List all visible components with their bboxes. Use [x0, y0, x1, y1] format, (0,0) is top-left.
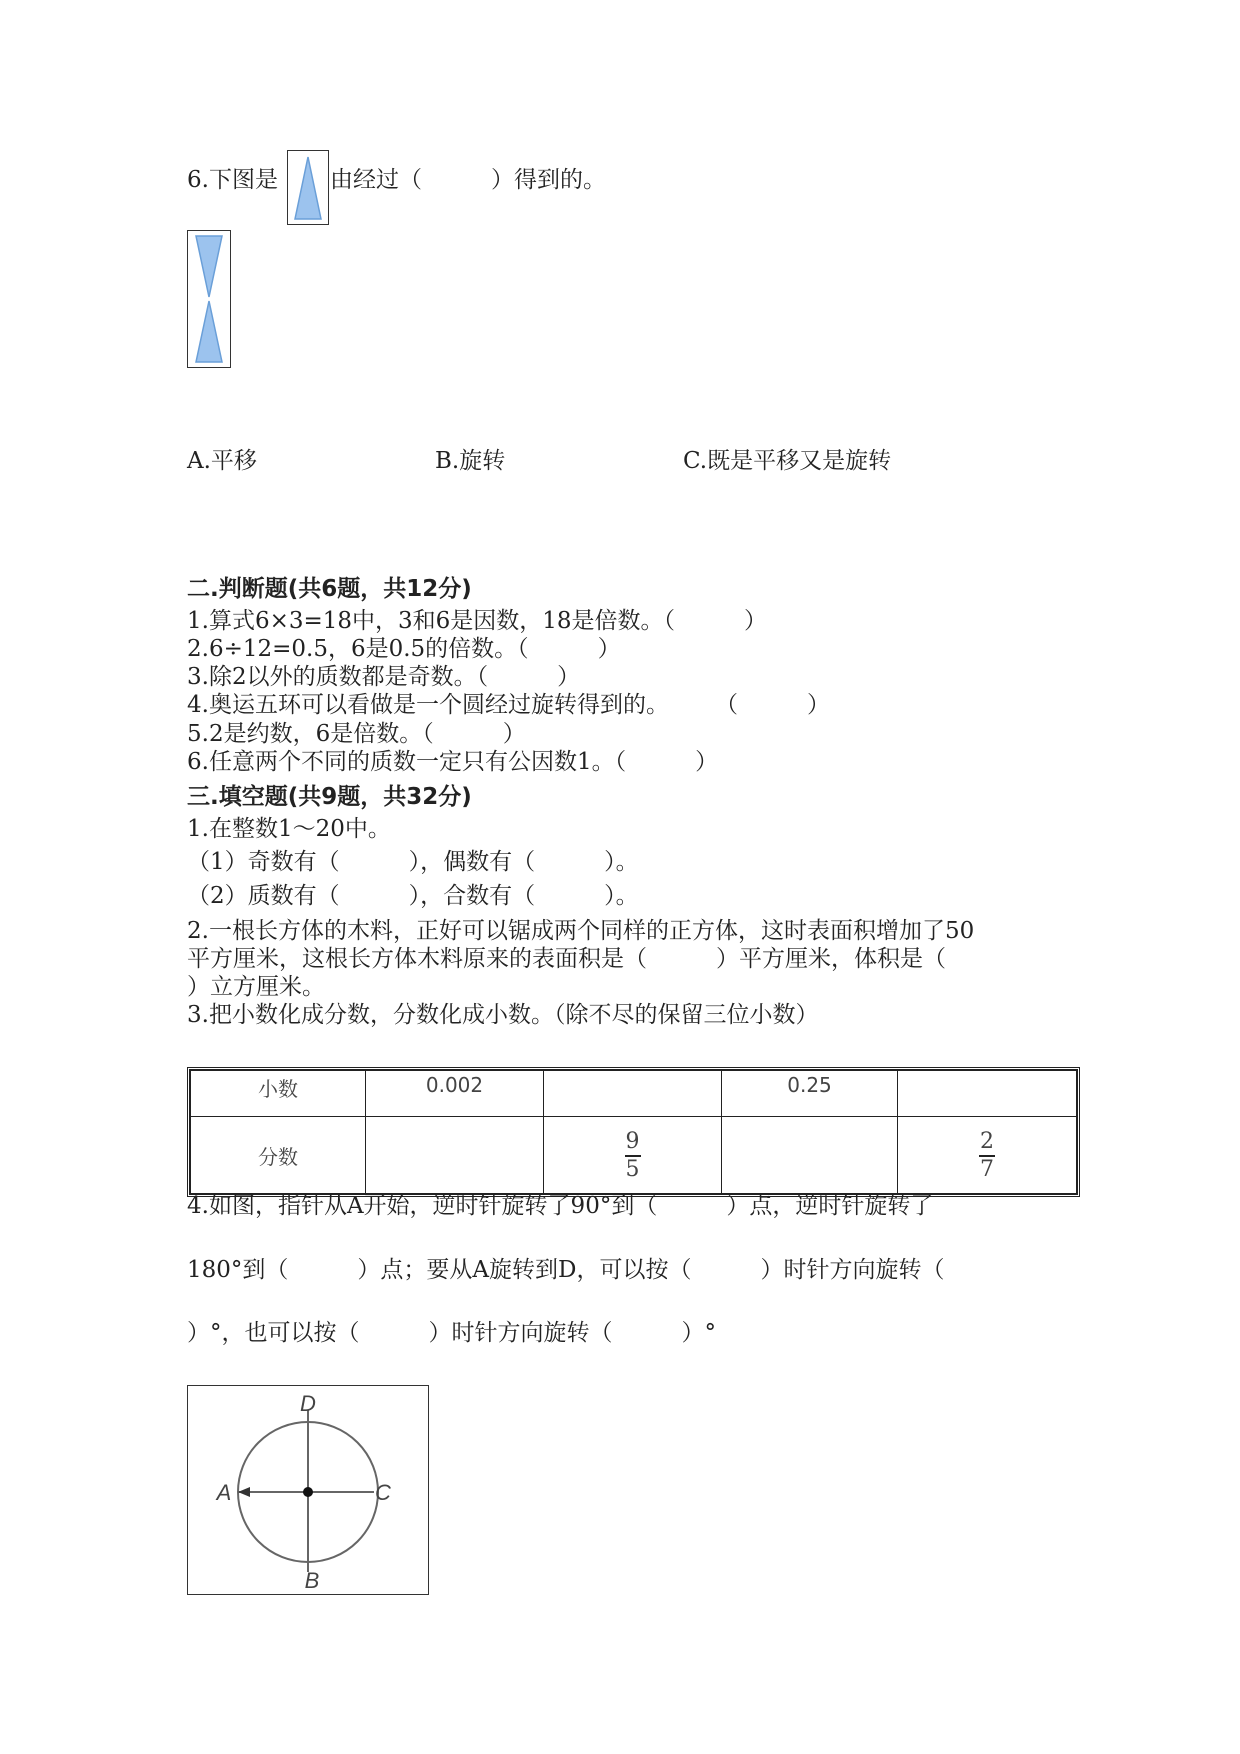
section3-q1-sub2: （2）质数有（ ），合数有（ ）。	[187, 883, 639, 909]
section3-q1-sub1: （1）奇数有（ ），偶数有（ ）。	[187, 849, 639, 875]
section3-q3-stem: 3.把小数化成分数，分数化成小数。（除不尽的保留三位小数）	[187, 1002, 819, 1028]
section3-q2-line1: 2.一根长方体的木料，正好可以锯成两个同样的正方体，这时表面积增加了50	[187, 918, 975, 944]
q6-prefix: 6.下图是	[187, 167, 278, 193]
fraction-2-7	[979, 1130, 995, 1182]
section2-item-3: 3.除2以外的质数都是奇数。（ ）	[187, 664, 581, 690]
fraction-cell-2	[544, 1117, 722, 1194]
table-row	[191, 1071, 1077, 1117]
clock-dial-figure	[187, 1385, 429, 1595]
fraction-numerator: 9	[625, 1128, 640, 1154]
section3-q4-line2: 180°到（ ）点；要从A旋转到D，可以按（ ）时针方向旋转（	[187, 1257, 945, 1283]
decimal-cell-1: 0.002	[366, 1071, 544, 1117]
section3-q4-line1: 4.如图，指针从A开始，逆时针旋转了90°到（ ）点，逆时针旋转了	[187, 1193, 934, 1219]
section3-title: 三.填空题(共9题，共32分)	[187, 784, 472, 810]
section2-item-1: 1.算式6×3=18中，3和6是因数，18是倍数。（ ）	[187, 608, 768, 634]
conversion-table	[187, 1067, 1080, 1197]
q6-rotated-figure	[187, 230, 231, 368]
fraction-denominator: 5	[625, 1156, 640, 1182]
section3-q1-stem: 1.在整数1～20中。	[187, 816, 391, 842]
label-d: D	[300, 1391, 316, 1416]
q6-option-b: B.旋转	[435, 448, 506, 474]
fraction-denominator: 7	[980, 1156, 994, 1182]
label-b: B	[304, 1568, 320, 1593]
section3-q2-line2: 平方厘米，这根长方体木料原来的表面积是（ ）平方厘米，体积是（	[187, 946, 946, 972]
q6-line	[187, 166, 278, 194]
hourglass-triangles-icon	[188, 231, 230, 367]
fraction-numerator: 2	[980, 1128, 994, 1154]
section2-item-6: 6.任意两个不同的质数一定只有公因数1。（ ）	[187, 749, 719, 775]
table-row	[191, 1117, 1077, 1194]
pointer-arrow-icon	[238, 1487, 250, 1497]
triangle-icon	[288, 151, 328, 224]
section2-item-5: 5.2是约数，6是倍数。（ ）	[187, 721, 526, 747]
row-header-fraction: 分数	[191, 1117, 366, 1194]
section3-q4-line3: ）°，也可以按（ ）时针方向旋转（ ）°	[187, 1320, 716, 1346]
q6-option-c: C.既是平移又是旋转	[683, 448, 892, 474]
fraction-cell-3	[722, 1117, 898, 1194]
decimal-cell-4	[898, 1071, 1077, 1117]
section2-title: 二.判断题(共6题，共12分)	[187, 576, 472, 602]
row-header-decimal: 小数	[191, 1071, 366, 1117]
fraction-9-5	[625, 1130, 641, 1182]
section2-item-4: 4.奥运五环可以看做是一个圆经过旋转得到的。 （ ）	[187, 692, 830, 718]
q6-suffix: 由经过（ ）得到的。	[330, 167, 606, 193]
q6-triangle-figure	[287, 150, 329, 225]
decimal-cell-2	[544, 1071, 722, 1117]
label-a: A	[216, 1480, 232, 1505]
section3-q2-line3: ）立方厘米。	[187, 974, 325, 1000]
fraction-cell-4	[898, 1117, 1077, 1194]
dial-diagram	[188, 1386, 428, 1594]
q6-option-a: A.平移	[187, 448, 257, 474]
label-c: C	[375, 1480, 391, 1505]
fraction-cell-1	[366, 1117, 544, 1194]
section2-item-2: 2.6÷12=0.5，6是0.5的倍数。（ ）	[187, 636, 621, 662]
decimal-cell-3: 0.25	[722, 1071, 898, 1117]
